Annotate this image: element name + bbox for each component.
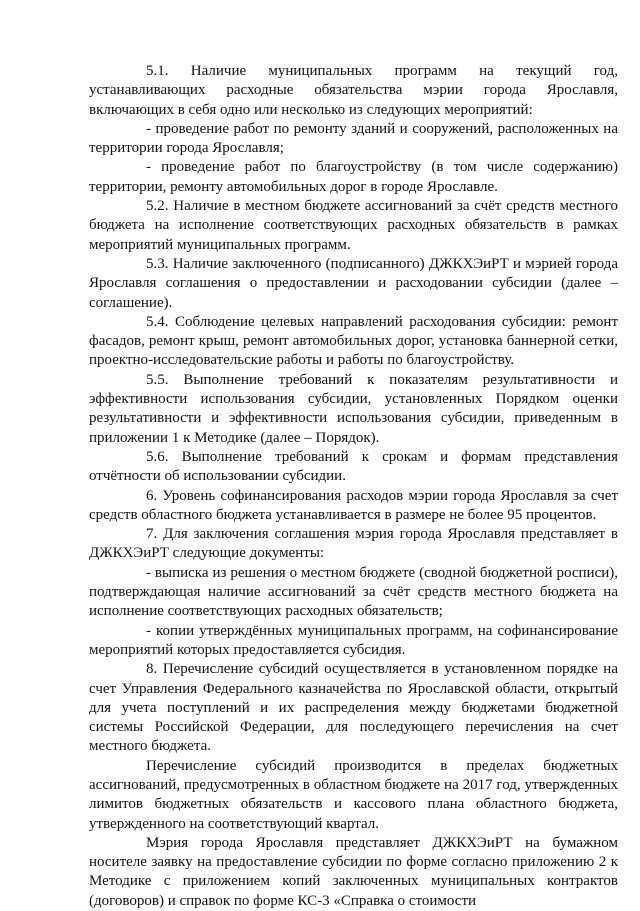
paragraph-7: 7. Для заключения соглашения мэрия города Ярославля представляет в ДЖКХЭиРТ следующие документы: [89,526,618,562]
paragraph-7-item-copies: - копии утверждённых муниципальных программ, на софинансирование мероприятий которых предоставляется субсидия. [89,622,618,658]
paragraph-7-item-extract: - выписка из решения о местном бюджете (сводной бюджетной росписи), подтверждающая наличие ассигнований за счёт средств местного бюджета на исполнение соответствующих расходных обязательств; [89,564,618,620]
paragraph-6: 6. Уровень софинансирования расходов мэрии города Ярославля за счет средств областного бюджета устанавливается в размере не более 95 процентов. [89,487,618,523]
paragraph-5-3: 5.3. Наличие заключенного (подписанного) ДЖКХЭиРТ и мэрией города Ярославля соглашения о предоставлении и расходовании субсидии (далее – соглашение). [89,255,618,311]
paragraph-5-4: 5.4. Соблюдение целевых направлений расходования субсидии: ремонт фасадов, ремонт крыш, ремонт автомобильных дорог, установка баннерной сетки, проектно-исследовательские работы и работы по благоустройству. [89,313,618,369]
paragraph-5-1-item-repair: - проведение работ по ремонту зданий и сооружений, расположенных на территории города Ярославля; [89,120,618,157]
paragraph-8: 8. Перечисление субсидий осуществляется в установленном порядке на счет Управления Федерального казначейства по Ярославской области, открытый для учета поступлений и их распределения между бюджетами бюджетной системы Российской Федерации, для последующего перечисления на счет местного бюджета. [89,661,618,755]
paragraph-application: Мэрия города Ярославля представляет ДЖКХЭиРТ на бумажном носителе заявку на предоставление субсидии по форме согласно приложению 2 к Методике с приложением копий заключенных муниципальных контрактов (договоров) и справок по форме КС-3 «Справка о стоимости [89,834,618,909]
paragraph-transfer-limits: Перечисление субсидий производится в пределах бюджетных ассигнований, предусмотренных в областном бюджете на 2017 год, утвержденных лимитов бюджетных обязательств и кассового плана областного бюджета, утвержденного на соответствующий квартал. [89,757,618,832]
paragraph-5-1: 5.1. Наличие муниципальных программ на текущий год, устанавливающих расходные обязательства мэрии города Ярославля, включающих в себя одно или несколько из следующих мероприятий: [89,63,618,118]
paragraph-5-5: 5.5. Выполнение требований к показателям результативности и эффективности использования субсидии, установленных Порядком оценки результативности и эффективности использования субсидии, приведенным в приложении 1 к Методике (далее – Порядок). [89,371,618,446]
paragraph-5-1-item-improvement: - проведение работ по благоустройству (в том числе содержанию) территории, ремонту автомобильных дорог в городе Ярославле. [89,159,618,195]
paragraph-5-6: 5.6. Выполнение требований к срокам и формам представления отчётности об использовании субсидии. [89,448,618,485]
paragraph-5-2: 5.2. Наличие в местном бюджете ассигнований за счёт средств местного бюджета на исполнение соответствующих расходных обязательств в рамках мероприятий муниципальных программ. [89,198,618,253]
